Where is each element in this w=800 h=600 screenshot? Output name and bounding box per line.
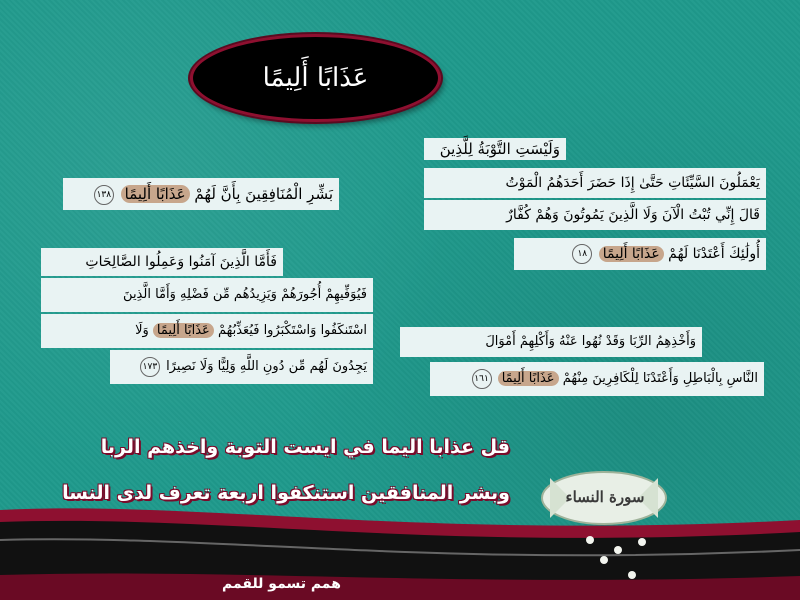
- surah-name-label: سورة النساء: [565, 488, 645, 506]
- verse-173-number: ١٧٣: [140, 357, 160, 377]
- verse-161-line-2: [430, 362, 764, 396]
- verse-18-line-2: [424, 168, 766, 198]
- verse-161-highlight: عَذَابًا أَلِيمًا: [498, 371, 559, 386]
- verse-173-line-3-text: اسْتَنكَفُوا وَاسْتَكْبَرُوا فَيُعَذِّبُهُمْ: [217, 323, 367, 338]
- verse-161-number: ١٦١: [472, 369, 492, 389]
- summary-line-2: وبشر المنافقين استنكفوا اربعة تعرف لدى النسا: [62, 482, 510, 504]
- verse-18-line-3: [424, 200, 766, 230]
- verse-173-line-2: [41, 278, 373, 312]
- verse-138-line: [63, 178, 339, 210]
- verse-173-line-3-end: وَلَا: [135, 323, 149, 338]
- page-title: عَذَابًا أَلِيمًا: [262, 63, 369, 93]
- verse-138-text: بَشِّرِ الْمُنَافِقِينَ بِأَنَّ لَهُمْ: [194, 185, 333, 203]
- verse-18-line-3-text: قَالَ إِنِّي تُبْتُ الْآنَ وَلَا الَّذِينَ يَمُوتُونَ وَهُمْ كُفَّارٌ: [506, 207, 760, 223]
- title-oval: [190, 34, 441, 122]
- verse-138-number: ١٣٨: [94, 185, 114, 205]
- bottom-wave-band: [0, 480, 800, 600]
- summary-line-1: قل عذابا اليما في ايست التوبة واخذهم الربا: [100, 436, 510, 458]
- verse-173-highlight: عَذَابًا أَلِيمًا: [153, 323, 214, 338]
- bead-1: [586, 536, 594, 544]
- verse-161-line-1-text: وَأَخْذِهِمُ الرِّبَا وَقَدْ نُهُوا عَنْهُ وَأَكْلِهِمْ أَمْوَالَ: [485, 334, 696, 349]
- bead-3: [614, 546, 622, 554]
- verse-18-number: ١٨: [572, 244, 592, 264]
- verse-173-line-3: [41, 314, 373, 348]
- bead-strings-decoration: [570, 520, 660, 590]
- verse-18-highlight: عَذَابًا أَلِيمًا: [599, 246, 664, 262]
- verse-18-line-4-text: أُولَٰئِكَ أَعْتَدْنَا لَهُمْ: [668, 246, 760, 262]
- bead-2: [600, 556, 608, 564]
- bead-5: [638, 538, 646, 546]
- verse-173-line-1: [41, 248, 283, 276]
- verse-18-line-4: [514, 238, 766, 270]
- verse-173-line-4-text: يَجِدُونَ لَهُم مِّن دُونِ اللَّهِ وَلِيًّا وَلَا نَصِيرًا: [166, 359, 367, 374]
- verse-173-line-2-text: فَيُوَفِّيهِمْ أُجُورَهُمْ وَيَزِيدُهُم مِّن فَضْلِهِ وَأَمَّا الَّذِينَ: [123, 287, 367, 302]
- verse-18-line-1: [424, 138, 566, 160]
- verse-173-line-4: [110, 350, 373, 384]
- verse-161-line-1: [400, 327, 702, 357]
- bead-4: [628, 571, 636, 579]
- verse-18-line-2-text: يَعْمَلُونَ السَّيِّئَاتِ حَتَّىٰ إِذَا حَضَرَ أَحَدَهُمُ الْمَوْتُ: [505, 175, 760, 191]
- signature-text: همم تسمو للقمم: [222, 576, 341, 592]
- verse-138-highlight: عَذَابًا أَلِيمًا: [121, 185, 190, 203]
- verse-173-line-1-text: فَأَمَّا الَّذِينَ آمَنُوا وَعَمِلُوا الصَّالِحَاتِ: [85, 254, 277, 270]
- verse-18-line-1-text: وَلَيْسَتِ التَّوْبَةُ لِلَّذِينَ: [439, 140, 560, 158]
- verse-161-line-2-text: النَّاسِ بِالْبَاطِلِ وَأَعْتَدْنَا لِلْكَافِرِينَ مِنْهُمْ: [562, 371, 758, 386]
